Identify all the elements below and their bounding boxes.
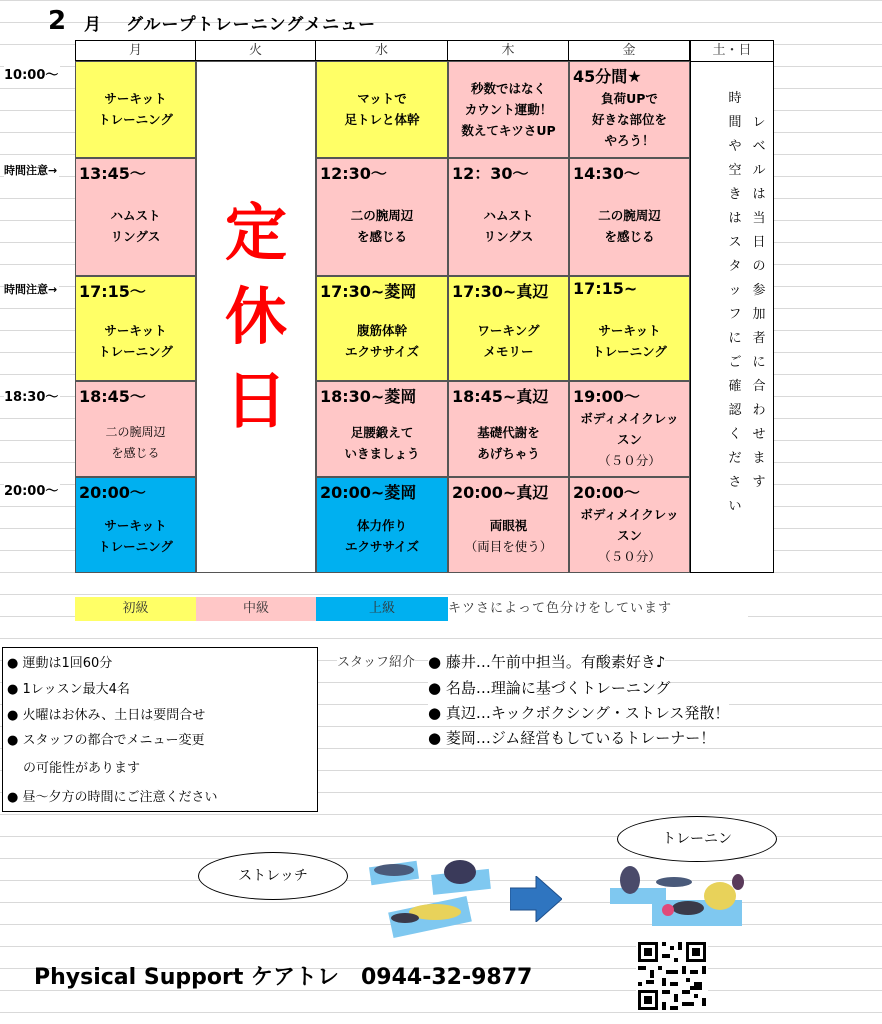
lesson-line: メモリー xyxy=(483,344,534,359)
lesson-time: 20:00~真辺 xyxy=(452,483,549,502)
legend-beginner: 初級 xyxy=(75,597,196,621)
lesson-line: ボディメイクレッ xyxy=(580,411,679,426)
lesson-time: 12:30〜 xyxy=(320,164,387,183)
lesson-time: 17:15~ xyxy=(573,279,638,298)
training-illustration xyxy=(608,860,753,932)
lesson-line: 秒数ではなく xyxy=(470,81,546,96)
lesson-line: マットで xyxy=(357,91,407,106)
lesson-line: ボディメイクレッ xyxy=(580,507,679,522)
lesson-line: カウント運動！ xyxy=(464,102,553,117)
time-label-caution-1: 時間注意→ xyxy=(4,164,58,177)
lesson-line: ハムスト xyxy=(483,208,534,223)
lesson-time: 18:30~菱岡 xyxy=(320,387,417,406)
weekend-note-availability: 時 間 や 空 き は ス タ ッ フ に ご 確 認 く だ さ い xyxy=(728,91,742,514)
lesson-line: トレーニング xyxy=(98,112,173,127)
lesson-line: やろう！ xyxy=(604,133,655,148)
lesson-wed-5 xyxy=(316,477,448,573)
lesson-line: トレーニング xyxy=(592,344,667,359)
lesson-wed-4 xyxy=(316,381,448,477)
lesson-time: 45分間★ xyxy=(573,67,642,86)
lesson-line: 足腰鍛えて xyxy=(350,425,414,440)
lesson-line: 足トレと体幹 xyxy=(344,112,420,127)
lesson-fri-1 xyxy=(569,61,690,158)
page-title: グループトレーニングメニュー xyxy=(126,15,377,35)
rule-item: ● スタッフの都合でメニュー変更 xyxy=(7,733,205,748)
lesson-thu-4 xyxy=(448,381,569,477)
rule-item: ● 運動は1回60分 xyxy=(7,656,113,671)
lesson-wed-3 xyxy=(316,276,448,381)
lesson-time: 20:00~菱岡 xyxy=(320,483,417,502)
lesson-line: （両目を使う） xyxy=(464,539,553,554)
lesson-time: 17:30~菱岡 xyxy=(320,282,417,301)
closed-char: 休 xyxy=(224,280,287,353)
lesson-line: 好きな部位を xyxy=(591,112,667,127)
lesson-wed-2 xyxy=(316,158,448,276)
staff-item: ● 名島…理論に基づくトレーニング xyxy=(428,679,671,697)
lesson-time: 18:45~真辺 xyxy=(452,387,549,406)
legend-intermediate: 中級 xyxy=(196,597,316,621)
lesson-thu-3 xyxy=(448,276,569,381)
lesson-line: ワーキング xyxy=(477,323,540,338)
stretch-bubble: ストレッチ xyxy=(198,852,348,900)
rule-item: ● 火曜はお休み、土日は要問合せ xyxy=(7,708,206,723)
rules-box xyxy=(2,647,318,812)
lesson-line: いきましょう xyxy=(344,446,420,461)
lesson-line: 二の腕周辺 xyxy=(350,208,414,223)
lesson-line: サーキット xyxy=(104,518,167,533)
lesson-line: 数えてキツさUP xyxy=(461,123,556,138)
lesson-thu-1 xyxy=(448,61,569,158)
stretch-illustration xyxy=(360,842,505,942)
lesson-fri-2 xyxy=(569,158,690,276)
lesson-time: 13:45〜 xyxy=(79,164,146,183)
lesson-line: 基礎代謝を xyxy=(477,425,540,440)
lesson-line: リングス xyxy=(483,229,534,244)
lesson-line: サーキット xyxy=(598,323,661,338)
lesson-mon-3 xyxy=(75,276,196,381)
lesson-line: トレーニング xyxy=(98,344,173,359)
lesson-fri-5 xyxy=(569,477,690,573)
lesson-time: 17:15〜 xyxy=(79,282,146,301)
lesson-line: を感じる xyxy=(604,229,655,244)
lesson-mon-5 xyxy=(75,477,196,573)
lesson-line: トレーニング xyxy=(98,539,173,554)
closed-char: 定 xyxy=(224,196,287,269)
lesson-thu-5 xyxy=(448,477,569,573)
staff-item: ● 藤井…午前中担当。有酸素好き♪ xyxy=(428,653,666,671)
weekend-column xyxy=(690,40,774,573)
staff-label: スタッフ紹介 xyxy=(337,651,415,670)
legend-advanced: 上級 xyxy=(316,597,448,621)
lesson-line: （５０分） xyxy=(598,453,661,468)
time-label-caution-2: 時間注意→ xyxy=(4,283,58,296)
lesson-line: サーキット xyxy=(104,91,167,106)
time-label-1830: 18:30〜 xyxy=(4,386,60,405)
lesson-line: ハムスト xyxy=(110,208,161,223)
staff-item: ● 菱岡…ジム経営もしているトレーナー！ xyxy=(428,729,716,747)
day-header-mon: 月 xyxy=(75,40,196,61)
lesson-time: 20:00〜 xyxy=(573,483,640,502)
lesson-line: を感じる xyxy=(111,446,160,460)
lesson-line: スン xyxy=(616,528,642,543)
lesson-mon-1 xyxy=(75,61,196,158)
lesson-fri-4 xyxy=(569,381,690,477)
tuesday-closed xyxy=(196,61,316,573)
lesson-fri-3 xyxy=(569,276,690,381)
lesson-wed-1 xyxy=(316,61,448,158)
lesson-time: 19:00〜 xyxy=(573,387,640,406)
legend-note: キツさによって色分けをしています xyxy=(448,597,748,621)
lesson-thu-2 xyxy=(448,158,569,276)
lesson-line: あげちゃう xyxy=(477,446,540,461)
training-bubble: トレーニン xyxy=(617,816,777,862)
lesson-line: エクササイズ xyxy=(344,344,419,359)
lesson-mon-4 xyxy=(75,381,196,477)
lesson-time: 18:45〜 xyxy=(79,387,146,406)
month-unit: 月 xyxy=(84,15,101,35)
lesson-time: 20:00〜 xyxy=(79,483,146,502)
lesson-line: 負荷UPで xyxy=(601,91,658,106)
rule-item: の可能性があります xyxy=(23,761,141,776)
closed-char: 日 xyxy=(224,364,287,437)
day-header-fri: 金 xyxy=(569,40,690,61)
time-label-1000: 10:00〜 xyxy=(4,64,60,83)
lesson-line: エクササイズ xyxy=(344,539,419,554)
lesson-mon-2 xyxy=(75,158,196,276)
lesson-line: 二の腕周辺 xyxy=(105,425,166,439)
lesson-line: を感じる xyxy=(356,229,407,244)
arrow-right-icon xyxy=(510,876,562,922)
lesson-line: 二の腕周辺 xyxy=(598,208,661,223)
month-number: 2 xyxy=(48,6,67,36)
day-header-tue: 火 xyxy=(196,40,316,61)
lesson-line: 体力作り xyxy=(356,518,407,533)
lesson-line: 両眼視 xyxy=(489,518,528,533)
footer-contact: Physical Support ケアトレ 0944-32-9877 xyxy=(34,965,533,990)
rule-item: ● 1レッスン最大4名 xyxy=(7,682,130,697)
lesson-line: （５０分） xyxy=(598,549,661,564)
lesson-line: スン xyxy=(616,432,642,447)
day-header-wed: 水 xyxy=(316,40,448,61)
weekend-note-level: レ ベ ル は 当 日 の 参 加 者 に 合 わ せ ま す xyxy=(752,115,766,490)
lesson-time: 14:30〜 xyxy=(573,164,640,183)
lesson-line: 腹筋体幹 xyxy=(356,323,407,338)
qr-code xyxy=(636,940,708,1012)
staff-item: ● 真辺…キックボクシング・ストレス発散！ xyxy=(428,704,730,722)
time-label-2000: 20:00〜 xyxy=(4,480,60,499)
day-header-weekend: 土・日 xyxy=(691,41,773,62)
day-header-thu: 木 xyxy=(448,40,569,61)
lesson-time: 17:30~真辺 xyxy=(452,282,549,301)
rule-item: ● 昼〜夕方の時間にご注意ください xyxy=(7,790,218,805)
lesson-time: 12：30〜 xyxy=(452,164,529,183)
lesson-line: サーキット xyxy=(104,323,167,338)
lesson-line: リングス xyxy=(110,229,161,244)
